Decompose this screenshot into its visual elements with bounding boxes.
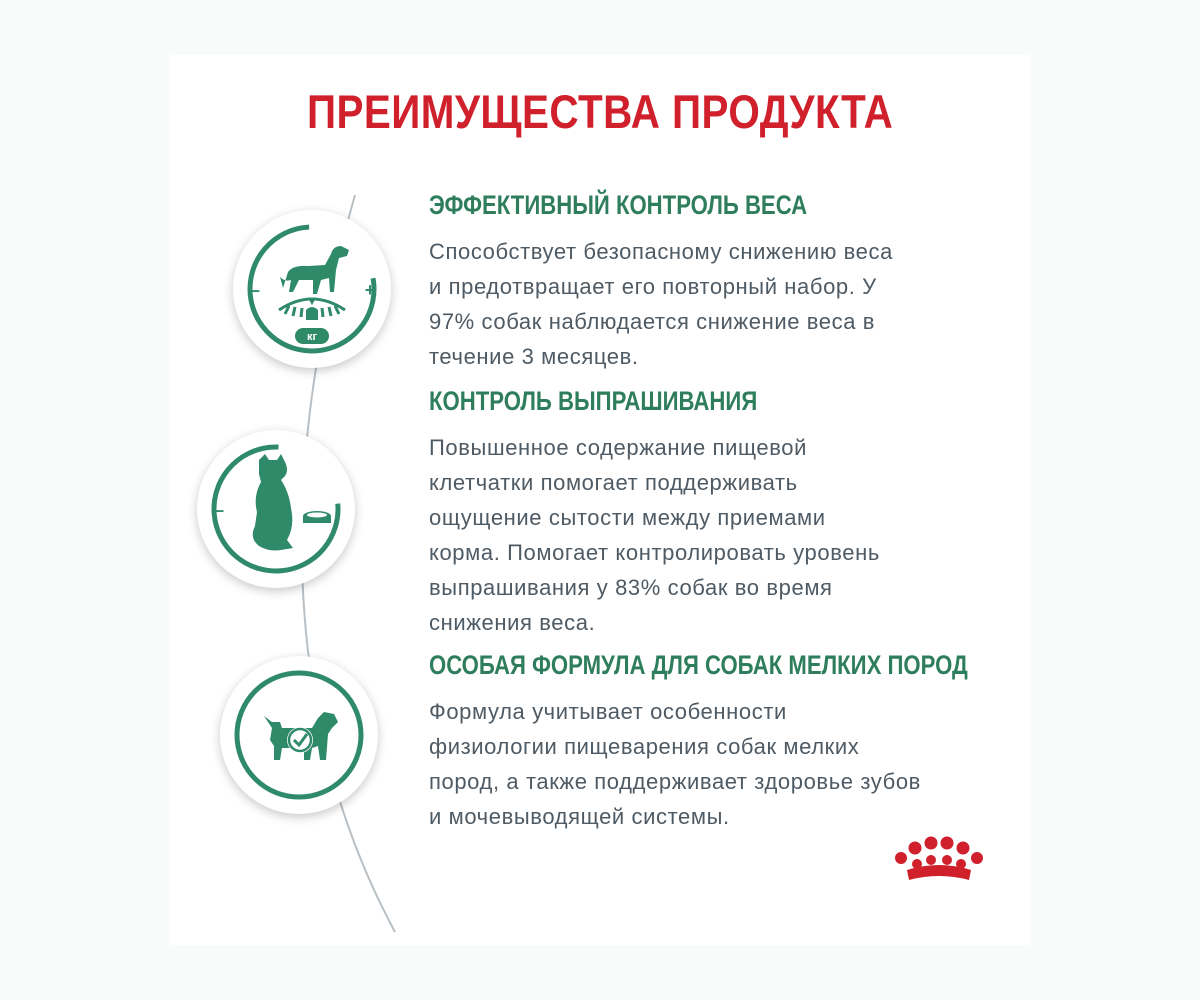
- benefit-heading: ОСОБАЯ ФОРМУЛА ДЛЯ СОБАК МЕЛКИХ ПОРОД: [429, 650, 968, 680]
- benefit-description: [429, 694, 989, 834]
- description-line: клетчатки помогает поддерживать: [429, 470, 798, 495]
- benefit-begging-control: [429, 386, 989, 640]
- small-dog-check-icon: [220, 656, 378, 814]
- benefit-heading: КОНТРОЛЬ ВЫПРАШИВАНИЯ: [429, 386, 758, 416]
- minus-sign: –: [249, 280, 261, 300]
- description-line: снижения веса.: [429, 610, 596, 635]
- benefit-small-breed-formula: [429, 650, 989, 834]
- plus-sign: +: [364, 280, 376, 300]
- dog-weight-scale-icon: [233, 210, 391, 368]
- description-line: и мочевыводящей системы.: [429, 804, 730, 829]
- description-line: течение 3 месяцев.: [429, 344, 639, 369]
- benefit-description: [429, 234, 989, 374]
- minus-sign: –: [213, 500, 225, 520]
- description-line: пород, а также поддерживает здоровье зубов: [429, 769, 921, 794]
- description-line: ощущение сытости между приемами: [429, 505, 826, 530]
- benefit-weight-control: [429, 190, 989, 374]
- small-breed-icon-badge: [220, 656, 378, 814]
- sitting-dog-bowl-icon: [197, 430, 355, 588]
- weight-control-icon-badge: [233, 210, 391, 368]
- description-line: Формула учитывает особенности: [429, 699, 787, 724]
- description-line: Способствует безопасному снижению веса: [429, 239, 893, 264]
- description-line: выпрашивания у 83% собак во время: [429, 575, 833, 600]
- page-title: ПРЕИМУЩЕСТВА ПРОДУКТА: [306, 85, 894, 138]
- description-line: и предотвращает его повторный набор. У: [429, 274, 877, 299]
- royal-canin-crown-logo: [893, 836, 985, 888]
- description-line: физиологии пищеварения собак мелких: [429, 734, 860, 759]
- benefit-description: [429, 430, 989, 640]
- description-line: Повышенное содержание пищевой: [429, 435, 808, 460]
- benefit-heading: ЭФФЕКТИВНЫЙ КОНТРОЛЬ ВЕСА: [429, 190, 808, 220]
- unit-label: кг: [306, 331, 318, 343]
- begging-control-icon-badge: [197, 430, 355, 588]
- description-line: 97% собак наблюдается снижение веса в: [429, 309, 876, 334]
- description-line: корма. Помогает контролировать уровень: [429, 540, 880, 565]
